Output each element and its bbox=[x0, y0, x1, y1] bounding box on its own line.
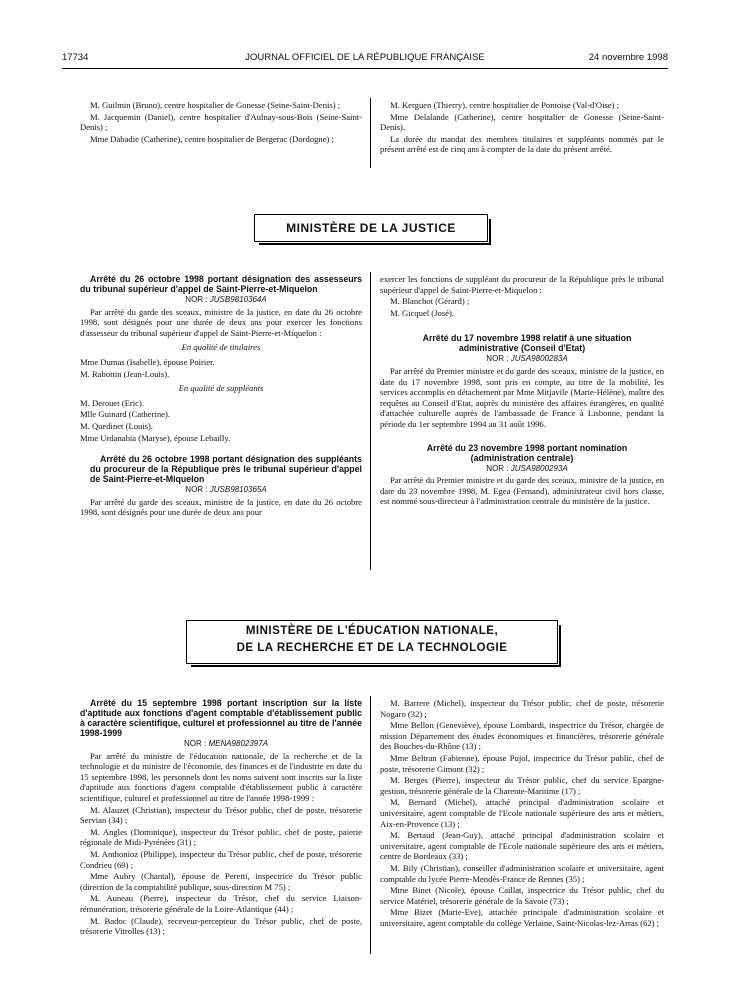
list-item: Mme Bizet (Marie-Eve), attachée principale d'administration scolaire et universitaire, agent comptable du collège Verlaine, Saint-Nicolas-lez-Arras (62) ; bbox=[380, 907, 664, 928]
decree-text: Par arrêté du Premier ministre et du garde des sceaux, ministre de la justice, en date du 23 novembre 1998, M. Egea (Fernand), administrateur civil hors classe, est nommé sous-directeur à l'administration centrale du ministère de la justice. bbox=[380, 475, 664, 507]
decree-title: Arrêté du 26 octobre 1998 portant désignation des suppléants du procureur de la République près le tribunal supérieur d'appel de Saint-Pierre-et-Miquelon bbox=[90, 454, 362, 485]
list-item: M. Auneau (Pierre), inspecteur du Trésor, chef du service Liaison-rémunération, trésorerie générale de la Loire-Atlantique (44) ; bbox=[80, 893, 362, 914]
decree-text: Par arrêté du garde des sceaux, ministre de la justice, en date du 26 octobre 1998, sont désignés pour une durée de deux ans pour exercer les fonctions d'assesseur du tribunal supérieur d'appel de Saint-Pierre-et-Miquelon : bbox=[80, 306, 362, 338]
list-item: M. Rabottin (Jean-Louis). bbox=[80, 368, 170, 379]
justice-left-column bbox=[80, 274, 362, 519]
list-item: M. Bertaud (Jean-Guy), attaché principal d'administration scolaire et universitaire, agent comptable de l'Ecole nationale supérieure des arts et métiers, centre de Bordeaux (33) ; bbox=[380, 830, 664, 862]
decree-title: Arrêté du 17 novembre 1998 relatif à une situation administrative (Conseil d'Etat) bbox=[422, 333, 632, 354]
column-divider bbox=[370, 98, 371, 168]
top-right-column bbox=[380, 100, 664, 156]
list-item: M. Blanchot (Gérard) ; bbox=[390, 296, 470, 307]
list-item: Mlle Guinard (Catherine). bbox=[80, 409, 170, 420]
section-heading: En qualité de titulaires bbox=[181, 342, 261, 353]
education-left-column bbox=[80, 698, 362, 938]
nor-reference: NOR : JUSB9810364A bbox=[185, 295, 267, 304]
closing-paragraph: La durée du mandat des membres titulaires et suppléants nommés par le présent arrêté est de cinq ans à compter de la date du présent arrêté. bbox=[380, 133, 664, 155]
nor-reference: NOR : JUSA9800293A bbox=[486, 463, 568, 473]
list-item: M. Quedinet (Louis). bbox=[80, 420, 154, 431]
list-item: M. Guilmin (Bruno), centre hospitalier de Gonesse (Seine-Saint-Denis) ; bbox=[90, 100, 341, 110]
header-rule bbox=[62, 68, 668, 69]
ministry-education-heading: MINISTÈRE DE L'ÉDUCATION NATIONALE, DE LA RECHERCHE ET DE LA TECHNOLOGIE bbox=[186, 620, 558, 664]
nor-reference: NOR : MENA9802397A bbox=[183, 739, 269, 748]
list-item: Mme Beltran (Fabienne), épouse Pujol, inspectrice du Trésor public, chef de poste, trésorerie Gimont (32) ; bbox=[380, 752, 664, 774]
top-left-column bbox=[80, 100, 362, 145]
list-item: M. Jacquemin (Daniel), centre hospitalier d'Aulnay-sous-Bois (Seine-Saint-Denis) ; bbox=[80, 111, 362, 133]
education-right-column bbox=[380, 698, 664, 929]
list-item: M. Bily (Christian), conseiller d'administration scolaire et universitaire, agent comptable du lycée Pierre-Mendès-France de Rennes (35) ; bbox=[380, 862, 664, 884]
decree-title: Arrêté du 26 octobre 1998 portant désignation des assesseurs du tribunal supérieur d'appel de Saint-Pierre-et-Miquelon bbox=[80, 274, 362, 294]
list-item: Mme Binet (Nicole), épouse Caillat, inspectrice du Trésor public, chef du service Matériel, trésorerie générale de la Savoie (73) ; bbox=[380, 885, 664, 906]
list-item: M. Derouet (Eric). bbox=[80, 397, 144, 408]
column-divider bbox=[370, 696, 371, 954]
list-item: M. Angles (Dominique), inspecteur du Trésor public, chef de poste, paierie régionale de Midi-Pyrénées (31) ; bbox=[80, 826, 362, 848]
list-item: M. Badoc (Claude), receveur-percepteur du Trésor public, chef de poste, trésorerie Vitrolles (13) ; bbox=[80, 915, 362, 937]
issue-date: 24 novembre 1998 bbox=[588, 52, 668, 63]
list-item: Mme Bellon (Geneviève), épouse Lombardi, inspectrice du Trésor, chargée de mission Département des études économiques et financières, trésorerie générale des Bouches-du-Rhône (13) ; bbox=[380, 720, 664, 752]
decree-title: Arrêté du 23 novembre 1998 portant nomination (administration centrale) bbox=[426, 442, 628, 463]
nor-reference: NOR : JUSB9810365A bbox=[185, 485, 267, 495]
list-item: M. Barrere (Michel), inspecteur du Trésor public, chef de poste, trésorerie Nogaro (32) ; bbox=[380, 698, 664, 719]
page-number: 17734 bbox=[62, 52, 89, 63]
list-item: Mme Dabadie (Catherine), centre hospitalier de Bergerac (Dordogne) ; bbox=[90, 133, 334, 144]
journal-title: JOURNAL OFFICIEL DE LA RÉPUBLIQUE FRANÇAISE bbox=[245, 52, 485, 63]
decree-text: Par arrêté du garde des sceaux, ministre de la justice, en date du 26 octobre 1998, sont désignés pour une durée de deux ans pour bbox=[80, 496, 362, 518]
list-item: M. Anthonioz (Philippe), inspecteur du Trésor public, chef de poste, trésorerie Condrieu (69) ; bbox=[80, 848, 362, 870]
ministry-justice-heading: MINISTÈRE DE LA JUSTICE bbox=[254, 214, 488, 242]
list-item: M. Gicquel (José). bbox=[390, 307, 454, 318]
nor-reference: NOR : JUSA9800283A bbox=[486, 354, 568, 364]
page-header bbox=[62, 52, 668, 66]
list-item: Mme Urdanabia (Maryse), épouse Lebailly. bbox=[80, 432, 231, 443]
list-item: Mme Dumas (Isabelle), épouse Poirier. bbox=[80, 356, 215, 367]
justice-right-column bbox=[380, 274, 664, 508]
list-item: M. Alauzet (Christian), inspecteur du Trésor public, chef de poste, trésorerie Servian (34) ; bbox=[80, 804, 362, 826]
decree-text: Par arrêté du ministre de l'éducation nationale, de la recherche et de la technologie et du ministre de l'économie, des finances et de l'industrie en date du 15 septembre 1998, les personnels dont les noms suivent sont inscrits sur la liste d'aptitude aux fonctions d'agent comptable d'établissement public à caractère scientifique, culturel et professionnel au titre de l'année 1998-1999 : bbox=[80, 750, 362, 803]
column-divider bbox=[370, 272, 371, 570]
decree-text: exercer les fonctions de suppléant du procureur de la République près le tribunal supérieur d'appel de Saint-Pierre-et-Miquelon : bbox=[380, 274, 664, 295]
list-item: M. Bernard (Michel), attaché principal d'administration scolaire et universitaire, agent comptable de l'Ecole nationale supérieure des arts et métiers, Aix-en-Provence (13) ; bbox=[380, 797, 664, 829]
section-heading: En qualité de suppléants bbox=[178, 383, 264, 394]
list-item: Mme Delalande (Catherine), centre hospitalier de Gonesse (Seine-Saint-Denis). bbox=[380, 111, 664, 133]
list-item: Mme Aubry (Chantal), épouse de Peretti, inspectrice du Trésor public (direction de la comptabilité publique, sous-direction M 75) ; bbox=[80, 871, 362, 892]
decree-title: Arrêté du 15 septembre 1998 portant inscription sur la liste d'aptitude aux fonctions d'agent comptable d'établissement public à caractère scientifique, culturel et professionnel au titre de l'année 1998-1999 bbox=[80, 698, 362, 738]
list-item: M. Berges (Pierre), inspecteur du Trésor public, chef du service Epargne-gestion, trésorerie générale de la Charente-Maritime (17) ; bbox=[380, 775, 664, 796]
decree-text: Par arrêté du Premier ministre et du garde des sceaux, ministre de la justice, en date du 17 novembre 1998, sont pris en compte, au titre de la mobilité, les services accomplis en détachement par Mme Mitjavile (Marie-Hélène), maître des requêtes au Conseil d'Etat, auprès du ministère des affaires étrangères, en qualité d'attachée culturelle auprès de l'ambassade de France à Lisbonne, pendant la période du 1er septembre 1994 au 31 août 1996. bbox=[380, 365, 664, 429]
list-item: M. Kerguen (Thierry), centre hospitalier de Pontoise (Val-d'Oise) ; bbox=[390, 100, 620, 110]
